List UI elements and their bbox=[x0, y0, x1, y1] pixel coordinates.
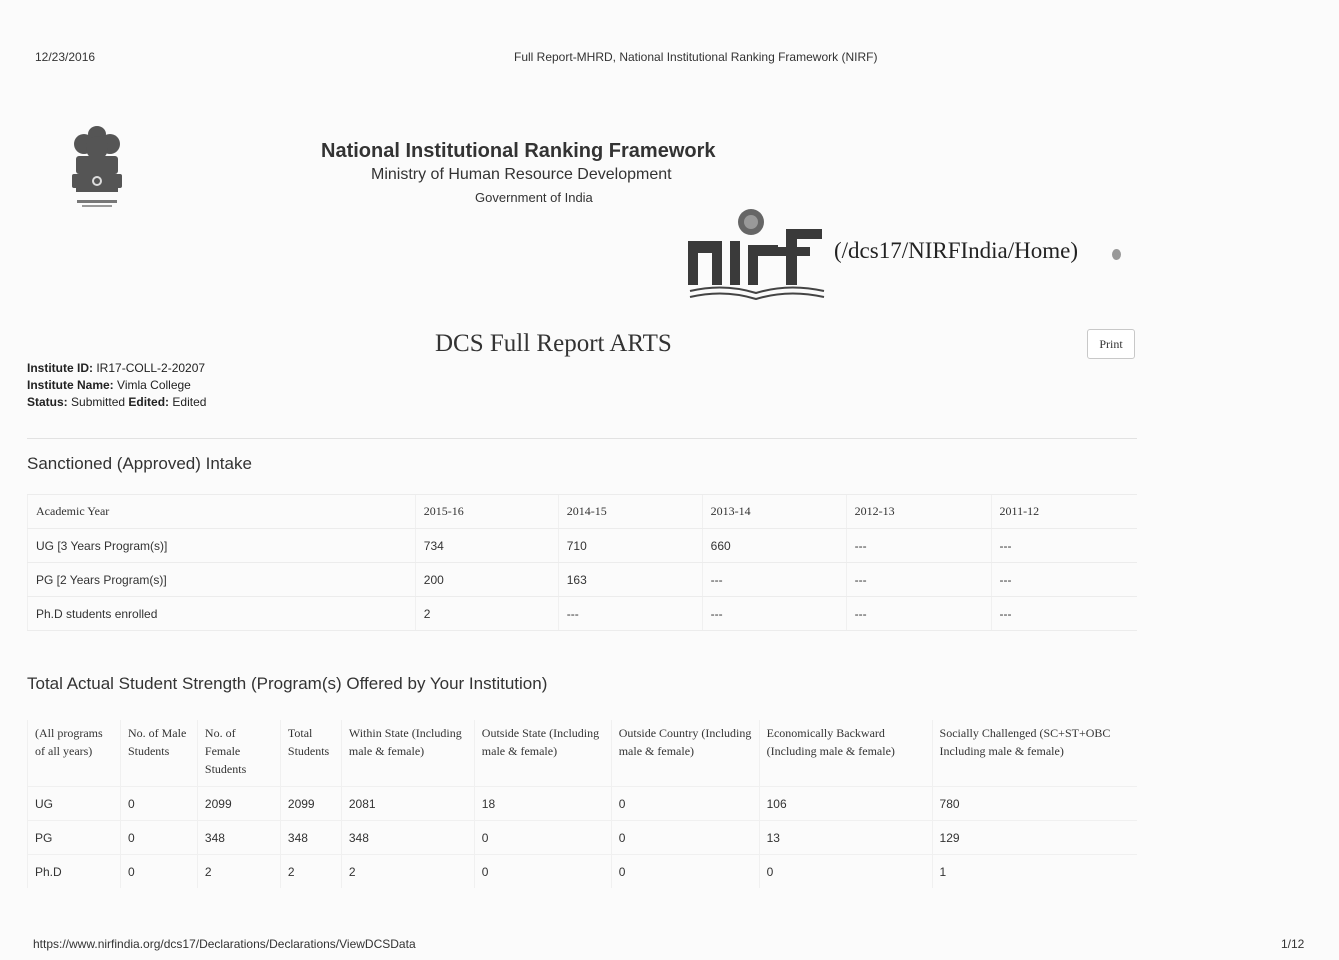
table-cell: --- bbox=[991, 563, 1137, 597]
table-cell: PG [2 Years Program(s)] bbox=[28, 563, 416, 597]
table-cell: --- bbox=[991, 597, 1137, 631]
table-cell: UG [3 Years Program(s)] bbox=[28, 529, 416, 563]
link-marker-icon bbox=[1112, 249, 1121, 260]
emblem-motto bbox=[77, 200, 117, 207]
table-cell: 2 bbox=[341, 855, 474, 889]
print-title: Full Report-MHRD, National Institutional Ranking Framework (NIRF) bbox=[514, 50, 878, 64]
table-cell: --- bbox=[991, 529, 1137, 563]
table-cell: 0 bbox=[611, 787, 759, 821]
column-header: Socially Challenged (SC+ST+OBC Including male & female) bbox=[932, 720, 1137, 787]
table-cell: 2099 bbox=[280, 787, 341, 821]
home-link[interactable]: (/dcs17/NIRFIndia/Home) bbox=[834, 238, 1079, 263]
table-cell: --- bbox=[846, 597, 991, 631]
header-government: Government of India bbox=[475, 190, 593, 205]
table-cell: 710 bbox=[558, 529, 702, 563]
table-cell: --- bbox=[702, 563, 846, 597]
sanctioned-intake-title: Sanctioned (Approved) Intake bbox=[27, 454, 252, 473]
column-header: (All programs of all years) bbox=[28, 720, 121, 787]
table-cell: 0 bbox=[474, 821, 611, 855]
table-row bbox=[28, 821, 1138, 855]
table-cell: 129 bbox=[932, 821, 1137, 855]
table-cell: Ph.D bbox=[28, 855, 121, 889]
table-cell: 0 bbox=[120, 821, 197, 855]
table-cell: 0 bbox=[474, 855, 611, 889]
table-cell: 0 bbox=[611, 821, 759, 855]
status-label: Status: bbox=[27, 395, 68, 409]
table-cell: 0 bbox=[611, 855, 759, 889]
edited-label: Edited: bbox=[128, 395, 170, 409]
report-title: DCS Full Report ARTS bbox=[435, 330, 672, 357]
table-header-row bbox=[28, 720, 1138, 787]
table-cell: 348 bbox=[197, 821, 280, 855]
table-cell: 2 bbox=[415, 597, 558, 631]
table-cell: 18 bbox=[474, 787, 611, 821]
column-header: Economically Backward (Including male & female) bbox=[759, 720, 932, 787]
institute-id: IR17-COLL-2-20207 bbox=[96, 361, 206, 375]
table-row bbox=[28, 597, 1138, 631]
national-emblem-icon bbox=[64, 122, 130, 218]
table-row bbox=[28, 787, 1138, 821]
print-date: 12/23/2016 bbox=[35, 50, 96, 64]
table-cell: 0 bbox=[120, 787, 197, 821]
institute-info bbox=[27, 360, 206, 411]
status-value: Submitted bbox=[71, 395, 126, 409]
table-cell: 348 bbox=[280, 821, 341, 855]
table-cell: 2 bbox=[280, 855, 341, 889]
column-header: Outside State (Including male & female) bbox=[474, 720, 611, 787]
table-cell: --- bbox=[558, 597, 702, 631]
status-line bbox=[27, 394, 206, 411]
column-header: Within State (Including male & female) bbox=[341, 720, 474, 787]
table-cell: 163 bbox=[558, 563, 702, 597]
column-header: 2012-13 bbox=[846, 495, 991, 529]
column-header: 2013-14 bbox=[702, 495, 846, 529]
table-cell: 0 bbox=[759, 855, 932, 889]
page-number: 1/12 bbox=[1281, 937, 1305, 951]
edited-value: Edited bbox=[172, 395, 207, 409]
table-cell: 348 bbox=[341, 821, 474, 855]
column-header: Total Students bbox=[280, 720, 341, 787]
column-header: No. of Male Students bbox=[120, 720, 197, 787]
institute-name: Vimla College bbox=[117, 378, 191, 392]
header-ministry: Ministry of Human Resource Development bbox=[371, 166, 672, 183]
student-strength-table bbox=[27, 720, 1137, 888]
institute-id-line bbox=[27, 360, 206, 377]
table-cell: --- bbox=[846, 563, 991, 597]
table-cell: 780 bbox=[932, 787, 1137, 821]
column-header: No. of Female Students bbox=[197, 720, 280, 787]
column-header: 2014-15 bbox=[558, 495, 702, 529]
table-cell: 660 bbox=[702, 529, 846, 563]
table-cell: 200 bbox=[415, 563, 558, 597]
table-cell: 2099 bbox=[197, 787, 280, 821]
table-cell: 2 bbox=[197, 855, 280, 889]
table-cell: --- bbox=[702, 597, 846, 631]
table-cell: 1 bbox=[932, 855, 1137, 889]
book-icon bbox=[690, 287, 824, 299]
sanctioned-intake-table bbox=[27, 494, 1137, 631]
column-header: 2011-12 bbox=[991, 495, 1137, 529]
table-cell: PG bbox=[28, 821, 121, 855]
table-cell: 2081 bbox=[341, 787, 474, 821]
table-cell: --- bbox=[846, 529, 991, 563]
print-button[interactable]: Print bbox=[1087, 329, 1135, 359]
table-row bbox=[28, 529, 1138, 563]
table-row bbox=[28, 563, 1138, 597]
column-header: 2015-16 bbox=[415, 495, 558, 529]
table-cell: 106 bbox=[759, 787, 932, 821]
institute-name-label: Institute Name: bbox=[27, 378, 114, 392]
nirf-logo[interactable] bbox=[686, 205, 830, 305]
table-cell: Ph.D students enrolled bbox=[28, 597, 416, 631]
table-header-row bbox=[28, 495, 1138, 529]
column-header: Academic Year bbox=[28, 495, 416, 529]
table-row bbox=[28, 855, 1138, 889]
header-title: National Institutional Ranking Framework bbox=[321, 140, 716, 162]
column-header: Outside Country (Including male & female) bbox=[611, 720, 759, 787]
table-cell: 13 bbox=[759, 821, 932, 855]
institute-id-label: Institute ID: bbox=[27, 361, 93, 375]
section-divider bbox=[27, 438, 1137, 439]
print-url[interactable]: https://www.nirfindia.org/dcs17/Declarations/Declarations/ViewDCSData bbox=[33, 937, 416, 951]
institute-name-line bbox=[27, 377, 206, 394]
table-cell: 734 bbox=[415, 529, 558, 563]
sun-icon bbox=[738, 209, 764, 235]
student-strength-title: Total Actual Student Strength (Program(s) Offered by Your Institution) bbox=[27, 674, 548, 693]
table-cell: 0 bbox=[120, 855, 197, 889]
table-cell: UG bbox=[28, 787, 121, 821]
